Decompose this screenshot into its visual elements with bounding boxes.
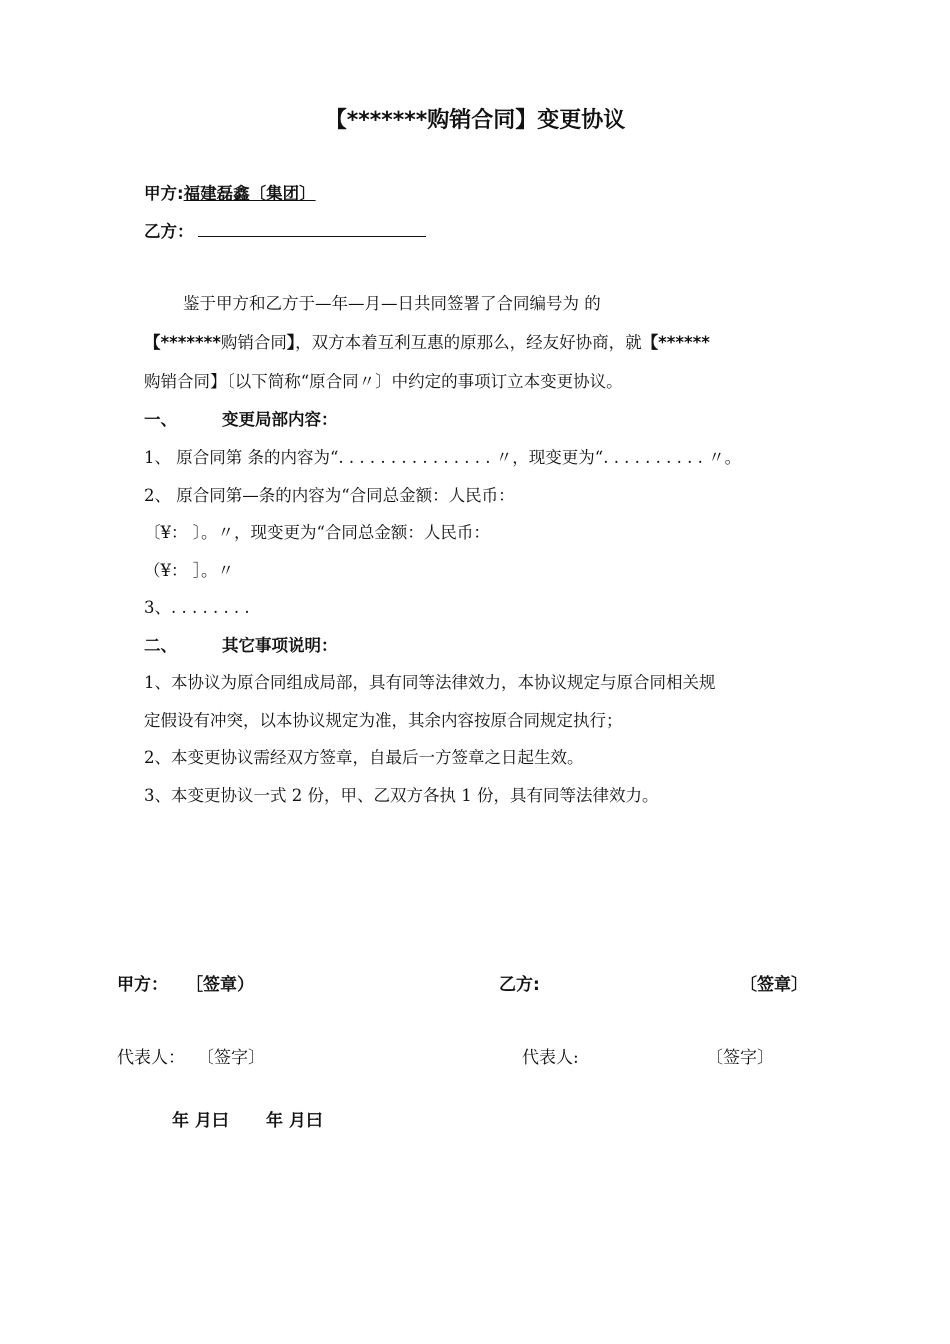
section-1-item: （¥： ］。〃: [144, 561, 234, 580]
section-2-title: 其它事项说明：: [222, 636, 338, 655]
section-1-heading: [144, 406, 338, 430]
sign-party-a-label: 甲方：: [117, 975, 168, 995]
rep-a-sign: 〔签字〕: [197, 1048, 265, 1068]
section-1-item: 3、. . . . . . . .: [144, 598, 250, 617]
intro-line-1: 鉴于甲方和乙方于—年—月—日共同签署了合同编号为 的: [183, 294, 601, 313]
section-1-item: 2、 原合同第—条的内容为“合同总金额：人民币：: [144, 486, 515, 505]
section-2-heading: [144, 632, 338, 656]
party-a-label: 甲方:: [144, 184, 184, 203]
intro-bold-b: 】: [286, 333, 296, 352]
party-b-label: 乙方：: [144, 222, 194, 241]
intro-contract-name: 购销合同: [220, 333, 287, 352]
section-1-title: 变更局部内容：: [222, 410, 338, 429]
party-b-line: [144, 218, 426, 242]
rep-a-label: 代表人：: [117, 1048, 185, 1068]
intro-bold-c: 【******: [641, 333, 710, 352]
rep-b-sign: 〔签字〕: [706, 1048, 774, 1068]
party-b-blank: [198, 222, 426, 237]
party-a-name: 福建磊鑫〔集团〕: [183, 184, 316, 203]
intro-bold-a: 【*******: [144, 333, 221, 352]
party-a-line: [144, 180, 316, 204]
date-b: 年 月曰: [266, 1111, 323, 1131]
section-2-item: 2、本变更协议需经双方签章，自最后一方签章之日起生效。: [144, 748, 584, 767]
intro-line-2: [144, 329, 710, 353]
rep-b-label: 代表人:: [522, 1048, 579, 1068]
section-1-item: 〔¥： 〕。〃，现变更为“合同总金额：人民币：: [144, 523, 490, 542]
section-2-number: 二、: [144, 636, 177, 655]
sign-party-a-seal: ［签章）: [186, 975, 254, 995]
sign-party-b-seal: 〔签章〕: [740, 975, 808, 995]
intro-rest: ，双方本着互利互惠的原那么，经友好协商，就: [295, 333, 642, 352]
section-1-item: 1、 原合同第 条的内容为“. . . . . . . . . . . . . . . 〃，现变更为“. . . . . . . . . . 〃。: [144, 448, 742, 467]
section-2-item: 1、本协议为原合同组成局部，具有同等法律效力，本协议规定与原合同相关规: [144, 673, 716, 692]
section-1-number: 一、: [144, 410, 177, 429]
section-2-item: 定假设有冲突，以本协议规定为准，其余内容按原合同规定执行；: [144, 711, 623, 730]
document-title: 【*******购销合同】变更协议: [324, 108, 626, 133]
date-a: 年 月曰: [172, 1111, 229, 1131]
sign-party-b-label: 乙方:: [499, 975, 540, 995]
intro-line-3: 购销合同】〔以下简称“原合同〃〕中约定的事项订立本变更协议。: [144, 372, 623, 391]
section-2-item: 3、本变更协议一式 2 份，甲、乙双方各执 1 份，具有同等法律效力。: [144, 786, 659, 805]
